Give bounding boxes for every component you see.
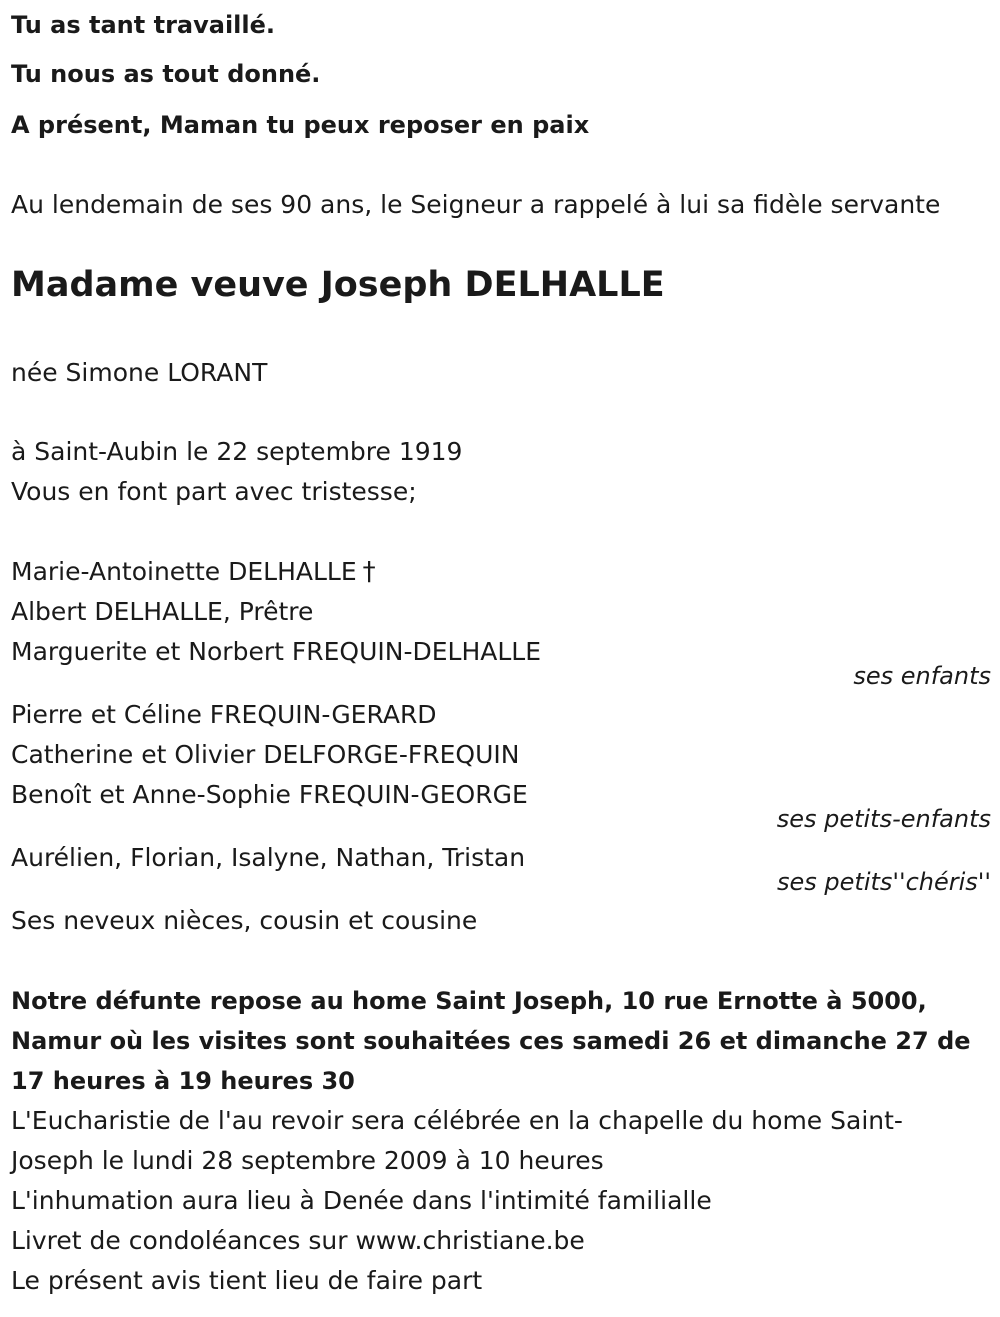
intro-text: Au lendemain de ses 90 ans, le Seigneur a rappelé à lui sa fidèle servante bbox=[11, 190, 941, 219]
role-grandchildren: ses petits-enfants bbox=[776, 805, 991, 833]
poem-line-3: A présent, Maman tu peux reposer en paix bbox=[11, 111, 590, 139]
grandchild-1: Pierre et Céline FREQUIN-GERARD bbox=[11, 700, 437, 729]
role-children: ses enfants bbox=[853, 662, 991, 690]
visitation-line-3: 17 heures à 19 heures 30 bbox=[11, 1067, 355, 1095]
child-1-name: Marie-Antoinette DELHALLE bbox=[11, 557, 357, 586]
poem-line-1: Tu as tant travaillé. bbox=[11, 11, 276, 39]
deceased-name: Madame veuve Joseph DELHALLE bbox=[11, 265, 665, 305]
visitation-line-1: Notre défunte repose au home Saint Joseph, 10 rue Ernotte à 5000, bbox=[11, 987, 927, 1015]
ceremony-line-1: L'Eucharistie de l'au revoir sera célébrée en la chapelle du home Saint- bbox=[11, 1106, 903, 1135]
child-1 bbox=[11, 557, 376, 587]
notice-text: Le présent avis tient lieu de faire part bbox=[11, 1266, 483, 1295]
visitation-line-2: Namur où les visites sont souhaitées ces samedi 26 et dimanche 27 de bbox=[11, 1027, 971, 1055]
poem-line-2: Tu nous as tout donné. bbox=[11, 60, 321, 88]
grandchild-2: Catherine et Olivier DELFORGE-FREQUIN bbox=[11, 740, 520, 769]
announce-text: Vous en font part avec tristesse; bbox=[11, 477, 417, 506]
child-2: Albert DELHALLE, Prêtre bbox=[11, 597, 314, 626]
birth-info: à Saint-Aubin le 22 septembre 1919 bbox=[11, 437, 463, 466]
great-grandchildren: Aurélien, Florian, Isalyne, Nathan, Tristan bbox=[11, 843, 526, 872]
child-3: Marguerite et Norbert FREQUIN-DELHALLE bbox=[11, 637, 542, 666]
condolences-text: Livret de condoléances sur www.christiane.be bbox=[11, 1226, 585, 1255]
maiden-name: née Simone LORANT bbox=[11, 358, 268, 387]
grandchild-3: Benoît et Anne-Sophie FREQUIN-GEORGE bbox=[11, 780, 528, 809]
role-great-grandchildren: ses petits''chéris'' bbox=[777, 868, 991, 896]
cross-icon: † bbox=[362, 557, 376, 587]
ceremony-line-2: Joseph le lundi 28 septembre 2009 à 10 heures bbox=[11, 1146, 604, 1175]
other-relatives: Ses neveux nièces, cousin et cousine bbox=[11, 906, 478, 935]
burial-text: L'inhumation aura lieu à Denée dans l'intimité familialle bbox=[11, 1186, 712, 1215]
